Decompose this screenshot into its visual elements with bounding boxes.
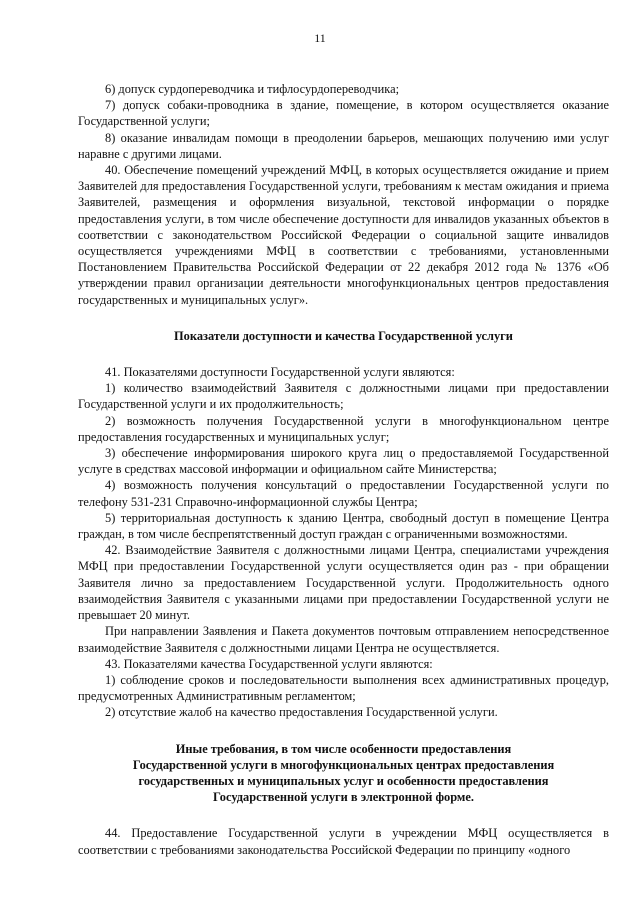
paragraph: 44. Предоставление Государственной услуги в учреждении МФЦ осуществляется в соответствии с требованиями законодательства Российской Федерации по принципу «одного bbox=[78, 826, 609, 857]
paragraph: 1) количество взаимодействий Заявителя с должностными лицами при предоставлении Государственной услуги и их продолжительность; bbox=[78, 381, 609, 412]
paragraph: 41. Показателями доступности Государственной услуги являются: bbox=[105, 365, 455, 380]
paragraph: 42. Взаимодействие Заявителя с должностными лицами Центра, специалистами учреждения МФЦ при предоставлении Государственной услуги осуществляется один раз - при обращении Заявителя лично за предоставлением Государственной услуги. Продолжительность одного взаимодействия Заявителя с указанными лицами при предоставлении Государственной услуги не превышает 20 минут. bbox=[78, 543, 609, 623]
section-heading-line: Государственной услуги в электронной форме. bbox=[213, 790, 474, 805]
paragraph: 5) территориальная доступность к зданию Центра, свободный доступ в помещение Центра граждан, в том числе беспрепятственный доступ граждан с ограниченными возможностями. bbox=[78, 510, 609, 542]
paragraph: 2) возможность получения Государственной услуги в многофункциональном центре предоставления государственных и муниципальных услуг; bbox=[78, 413, 609, 444]
paragraph: 8) оказание инвалидам помощи в преодолении барьеров, мешающих получению ими услуг наравне с другими лицами. bbox=[78, 130, 609, 161]
paragraph: 1) соблюдение сроков и последовательности выполнения всех административных процедур, предусмотренных Административным регламентом; bbox=[78, 672, 609, 704]
paragraph: 40. Обеспечение помещений учреждений МФЦ, в которых осуществляется ожидание и прием Заявителей для предоставления Государственной услуги, требованиям к местам ожидания и приема Заявителей, размещения и оформления визуальной, текстовой информации о порядке предоставления услуги, в том числе обеспечение доступности для инвалидов указанных объектов в соответствии с законодательством Российской Федерации о социальной защите инвалидов осуществляется учреждениями МФЦ в соответствии с требованиями, установленными Постановлением Правительства Российской Федерации от 22 декабря 2012 года № 1376 «Об утверждении правил организации деятельности многофункциональных центров предоставления государственных и муниципальных услуг». bbox=[78, 163, 609, 307]
page-number: 11 bbox=[314, 31, 326, 45]
paragraph: 3) обеспечение информирования широкого круга лиц о предоставляемой Государственной услуге в средствах массовой информации и официальном сайте Министерства; bbox=[78, 446, 609, 477]
paragraph: 2) отсутствие жалоб на качество предоставления Государственной услуги. bbox=[105, 705, 498, 720]
document-body bbox=[78, 81, 609, 858]
section-heading-line: Иные требования, в том числе особенности предоставления bbox=[175, 741, 512, 756]
paragraph: 43. Показателями качества Государственной услуги являются: bbox=[105, 656, 433, 671]
section-body bbox=[78, 364, 609, 720]
paragraph: 7) допуск собаки-проводника в здание, помещение, в котором осуществляется оказание Государственной услуги; bbox=[78, 98, 609, 129]
section-heading: Показатели доступности и качества Государственной услуги bbox=[174, 328, 513, 343]
paragraph: При направлении Заявления и Пакета документов почтовым отправлением непосредственное взаимодействие Заявителя с должностными лицами Центра не осуществляется. bbox=[78, 624, 609, 655]
paragraph: 4) возможность получения консультаций о предоставлении Государственной услуги по телефону 531-231 Справочно-информационной службы Центра; bbox=[78, 478, 609, 509]
section-heading-block bbox=[78, 741, 609, 806]
section-heading-line: государственных и муниципальных услуг и особенности предоставления bbox=[138, 773, 549, 788]
section-heading-line: Государственной услуги в многофункциональных центрах предоставления bbox=[132, 757, 555, 772]
paragraph: 6) допуск сурдопереводчика и тифлосурдопереводчика; bbox=[105, 82, 400, 96]
